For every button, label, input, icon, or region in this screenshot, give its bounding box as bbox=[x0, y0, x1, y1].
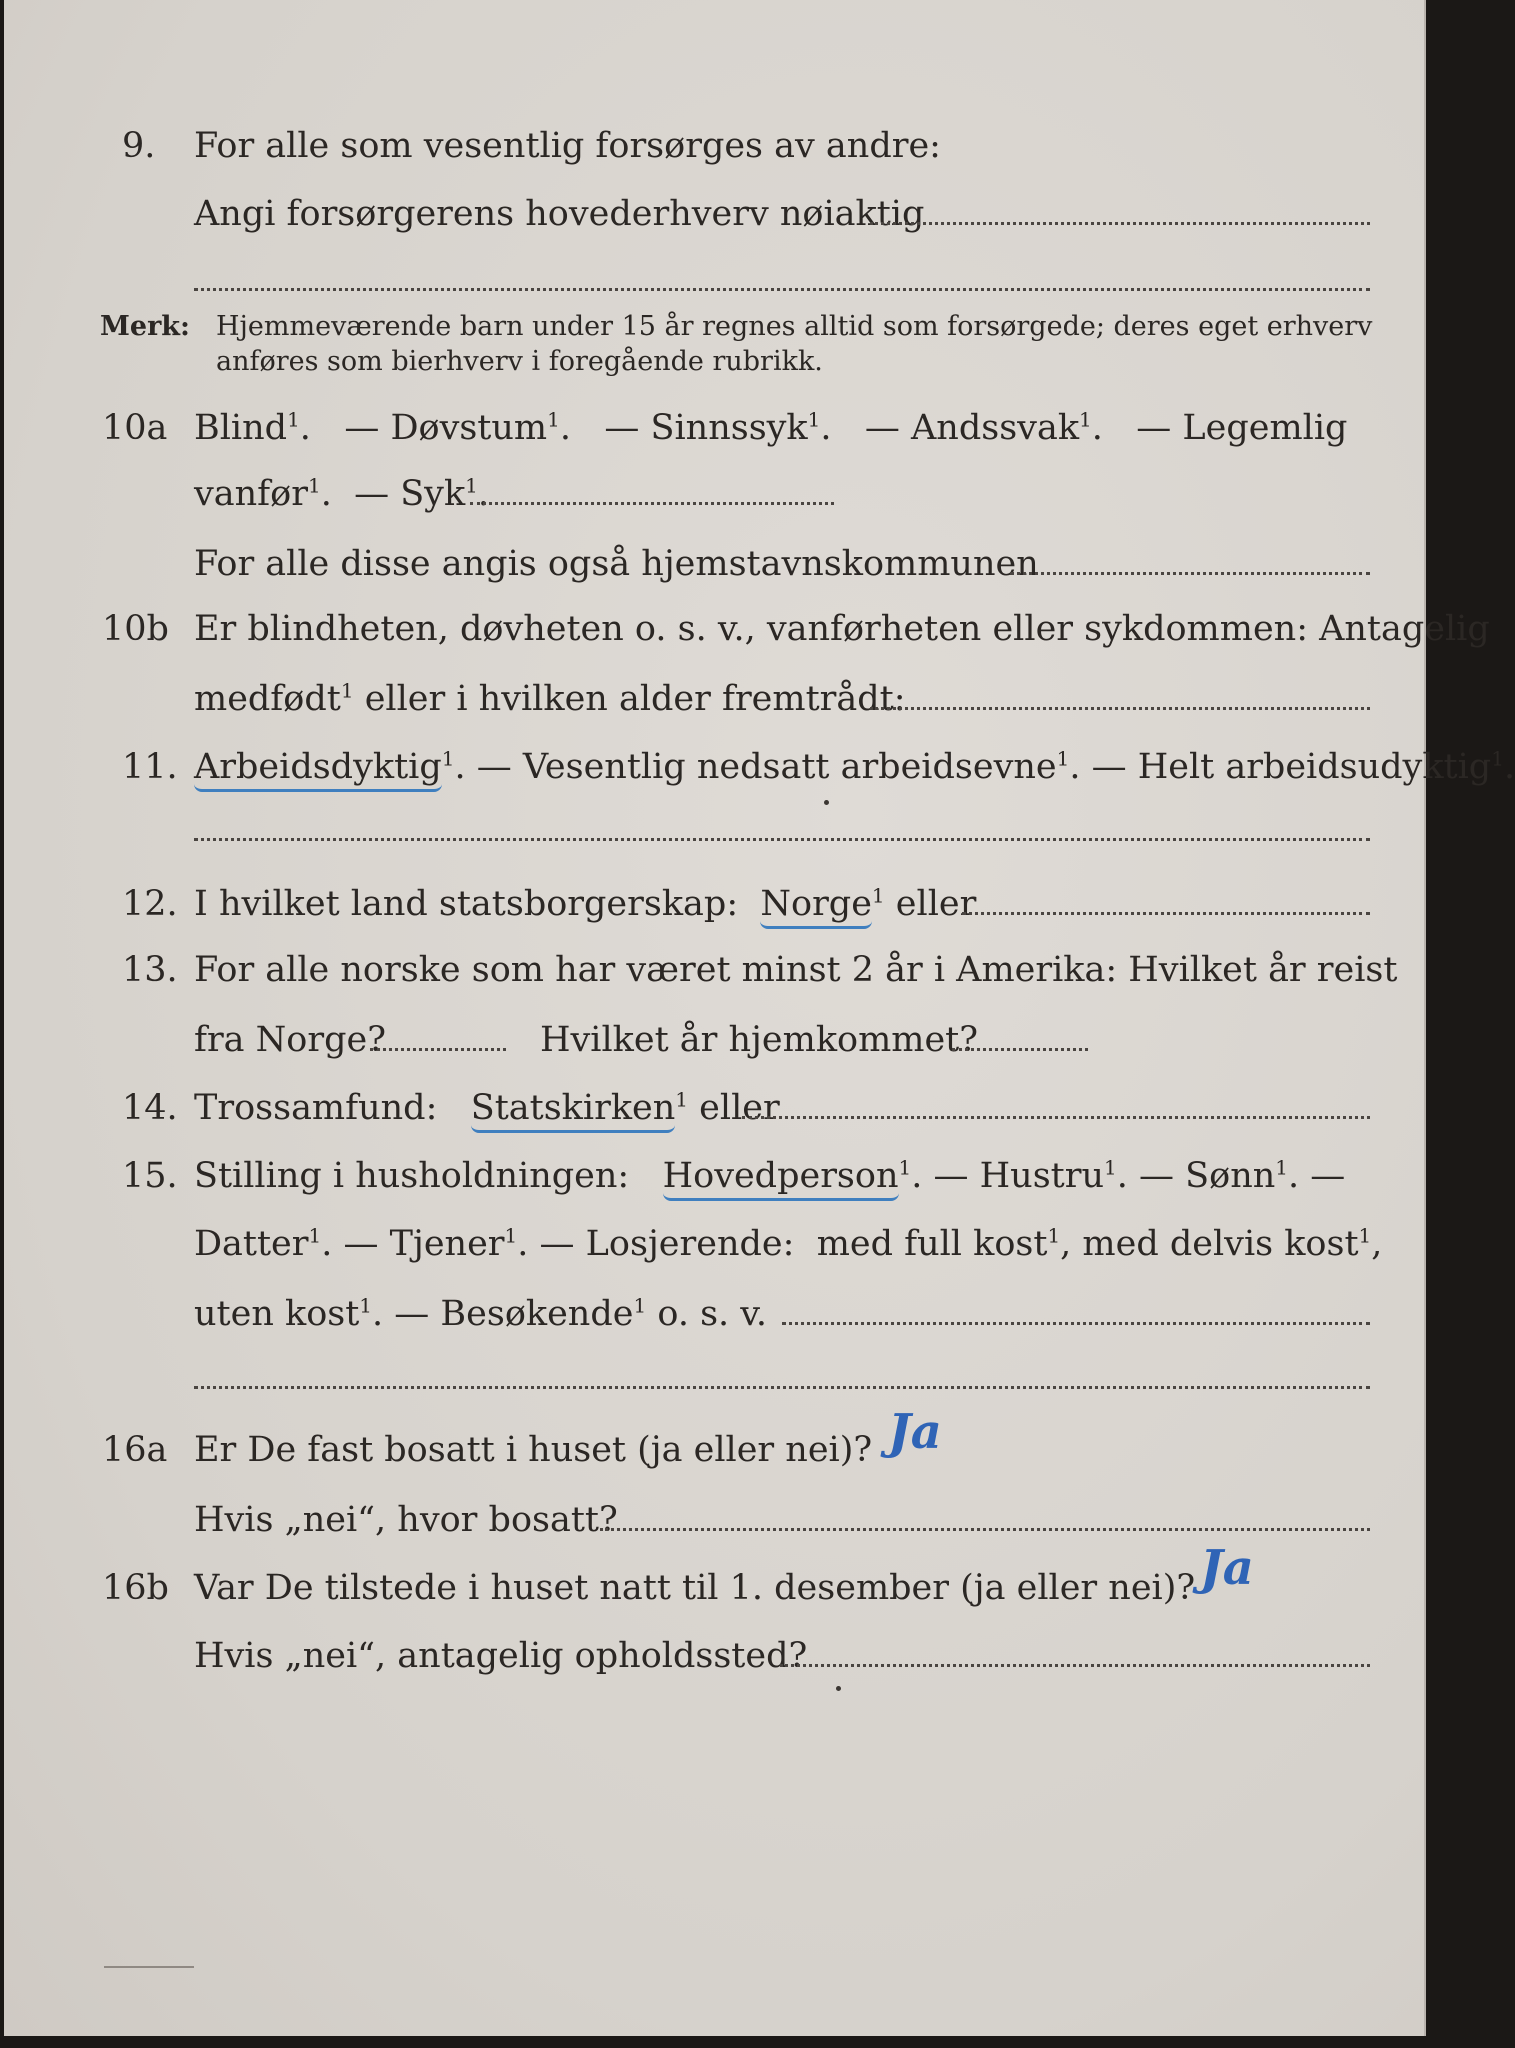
q11-answer-line[interactable] bbox=[194, 838, 1370, 841]
footnote-mark: 1 bbox=[504, 1223, 518, 1248]
merk-text-2: anføres som bierhverv i foregående rubrikk. bbox=[216, 346, 823, 377]
q13-year-returned-line[interactable] bbox=[952, 1048, 1088, 1051]
q13-year-left-line[interactable] bbox=[370, 1048, 506, 1051]
footnote-mark: 1 bbox=[1104, 1155, 1117, 1180]
footnote-mark: 1 bbox=[1047, 1223, 1061, 1248]
q15-losjerende: — Losjerende: bbox=[539, 1224, 795, 1264]
option-sinnssyk[interactable]: — Sinnssyk bbox=[604, 408, 808, 448]
footnote-mark: 1 bbox=[340, 678, 354, 703]
q10b-answer-line[interactable] bbox=[870, 707, 1370, 710]
footnote-mark: 1 bbox=[1056, 746, 1070, 771]
q10a-answer-line[interactable] bbox=[470, 502, 834, 505]
q9-text-2: Angi forsørgerens hovederhverv nøiaktig bbox=[194, 194, 925, 234]
option-arbeidsudyktig[interactable]: — Helt arbeidsudyktig bbox=[1091, 747, 1492, 787]
option-uten-kost[interactable]: uten kost bbox=[194, 1294, 360, 1334]
footnote-mark: 1 bbox=[898, 1155, 912, 1180]
ink-speck bbox=[824, 800, 829, 805]
footnote-mark: 1 bbox=[547, 407, 560, 432]
q15-answer-line-2[interactable] bbox=[194, 1386, 1370, 1389]
footnote-mark: 1 bbox=[307, 473, 321, 498]
q14-answer-line[interactable] bbox=[742, 1116, 1370, 1119]
option-datter[interactable]: Datter bbox=[194, 1224, 309, 1264]
footnote-mark: 1 bbox=[308, 1223, 322, 1248]
option-norge-selected[interactable]: Norge bbox=[760, 884, 872, 929]
footnote-mark: 1 bbox=[675, 1087, 689, 1112]
q15-options-3: uten kost$^1$. — Besøkende$^1$ o. s. v. bbox=[194, 1293, 768, 1334]
footnote-mark: 1 bbox=[1275, 1155, 1289, 1180]
option-full-kost[interactable]: med full kost bbox=[816, 1224, 1048, 1264]
q16b-text: Var De tilstede i huset natt til 1. desember (ja eller nei)? bbox=[194, 1568, 1196, 1608]
q15-answer-line[interactable] bbox=[782, 1322, 1370, 1325]
option-besokende[interactable]: — Besøkende bbox=[394, 1294, 634, 1334]
q13-text-2a: fra Norge? bbox=[194, 1020, 386, 1060]
q15-label: Stilling i husholdningen: bbox=[194, 1156, 630, 1196]
q10b-text-2b: eller i hvilken alder fremtrådt: bbox=[364, 679, 906, 719]
q10a-number: 10a bbox=[102, 408, 168, 448]
q15-options: Stilling i husholdningen: Hovedperson$^1$. — Hustru$^1$. — Sønn$^1$. — bbox=[194, 1152, 1345, 1200]
footnote-mark: 1 bbox=[441, 746, 455, 771]
q11-options: Arbeidsdyktig$^1$. — Vesentlig nedsatt arbeidsevne$^1$. — Helt arbeidsudyktig$^1$. bbox=[194, 743, 1515, 791]
option-andssvak[interactable]: — Andssvak bbox=[864, 408, 1080, 448]
merk-text-1: Hjemmeværende barn under 15 år regnes alltid som forsørgede; deres eget erhverv bbox=[216, 311, 1373, 342]
footnote-mark: 1 bbox=[871, 883, 885, 908]
footnote-mark: 1 bbox=[1491, 746, 1504, 771]
q15-osv: o. s. v. bbox=[657, 1294, 768, 1334]
option-statskirken-selected[interactable]: Statskirken bbox=[471, 1088, 676, 1133]
q15-number: 15. bbox=[122, 1156, 178, 1196]
ink-speck bbox=[836, 1686, 841, 1691]
q9-number: 9. bbox=[122, 126, 156, 166]
q14-label: Trossamfund: bbox=[194, 1088, 438, 1128]
option-nedsatt-arbeidsevne[interactable]: — Vesentlig nedsatt arbeidsevne bbox=[476, 747, 1057, 787]
footnote-mark: 1 bbox=[633, 1293, 647, 1318]
footnote-mark: 1 bbox=[1358, 1223, 1372, 1248]
q14-number: 14. bbox=[122, 1088, 178, 1128]
q13-text: For alle norske som har været minst 2 år i Amerika: Hvilket år reist bbox=[194, 950, 1398, 990]
q16b-handwritten-answer[interactable]: Ja bbox=[1200, 1540, 1254, 1596]
option-legemlig[interactable]: — Legemlig bbox=[1136, 408, 1348, 448]
q12-label: I hvilket land statsborgerskap: bbox=[194, 884, 739, 924]
q9-text: For alle som vesentlig forsørges av andre: bbox=[194, 126, 941, 166]
q12-answer-line[interactable] bbox=[962, 912, 1370, 915]
q16a-text: Er De fast bosatt i huset (ja eller nei)? bbox=[194, 1430, 873, 1470]
q13-number: 13. bbox=[122, 950, 178, 990]
option-sonn[interactable]: — Sønn bbox=[1139, 1156, 1276, 1196]
q16b-text-2: Hvis „nei“, antagelig opholdssted? bbox=[194, 1636, 808, 1676]
q12-number: 12. bbox=[122, 884, 178, 924]
q15-options-2: Datter$^1$. — Tjener$^1$. — Losjerende: med full kost$^1$, med delvis kost$^1$, bbox=[194, 1223, 1383, 1264]
footnote-mark: 1 bbox=[807, 407, 821, 432]
option-dovstum[interactable]: — Døvstum bbox=[344, 408, 548, 448]
q10b-text-2 bbox=[194, 675, 906, 723]
footnote-mark: 1 bbox=[1079, 407, 1092, 432]
q10a-answer-line-2[interactable] bbox=[1010, 572, 1370, 575]
q16a-number: 16a bbox=[102, 1430, 168, 1470]
census-form-page bbox=[4, 0, 1515, 2036]
q13-text-2b: Hvilket år hjemkommet? bbox=[540, 1020, 979, 1060]
q9-answer-line[interactable] bbox=[870, 222, 1370, 225]
q11-number: 11. bbox=[122, 747, 178, 787]
q16a-answer-line[interactable] bbox=[600, 1528, 1370, 1531]
q9-answer-line-2[interactable] bbox=[194, 288, 1370, 291]
q10a-text-3: For alle disse angis også hjemstavnskommunen bbox=[194, 544, 1039, 584]
q10a-options-2: vanfør$^1$. — Syk$^1$. bbox=[194, 473, 490, 514]
option-hustru[interactable]: — Hustru bbox=[933, 1156, 1105, 1196]
q16a-text-2: Hvis „nei“, hvor bosatt? bbox=[194, 1500, 618, 1540]
option-arbeidsdyktig-selected[interactable]: Arbeidsdyktig bbox=[194, 747, 442, 792]
q12-suffix: eller bbox=[895, 884, 977, 924]
footnote-mark: 1 bbox=[465, 473, 478, 498]
footnote-mark: 1 bbox=[359, 1293, 373, 1318]
q10b-text: Er blindheten, døvheten o. s. v., vanførheten eller sykdommen: Antagelig bbox=[194, 609, 1490, 649]
q16b-answer-line[interactable] bbox=[780, 1664, 1370, 1667]
option-tjener[interactable]: — Tjener bbox=[343, 1224, 505, 1264]
merk-label: Merk: bbox=[100, 311, 190, 342]
q14-text bbox=[194, 1084, 780, 1132]
option-vanfor[interactable]: vanfør bbox=[194, 474, 308, 514]
option-syk[interactable]: — Syk bbox=[354, 474, 466, 514]
q10a-options: Blind$^1$. — Døvstum$^1$. — Sinnssyk$^1$. — Andssvak$^1$. — Legemlig bbox=[194, 407, 1348, 448]
option-blind[interactable]: Blind bbox=[194, 408, 288, 448]
option-delvis-kost[interactable]: , med delvis kost bbox=[1060, 1224, 1359, 1264]
q14-suffix: eller bbox=[699, 1088, 780, 1128]
q12-text bbox=[194, 880, 976, 928]
q10b-number: 10b bbox=[102, 609, 169, 649]
option-hovedperson-selected[interactable]: Hovedperson bbox=[663, 1156, 899, 1201]
q16a-handwritten-answer[interactable]: Ja bbox=[888, 1404, 942, 1460]
q16b-number: 16b bbox=[102, 1568, 169, 1608]
option-medfodt[interactable]: medfødt bbox=[194, 679, 341, 719]
footnote-rule bbox=[104, 1966, 194, 1968]
footnote-mark: 1 bbox=[287, 407, 300, 432]
